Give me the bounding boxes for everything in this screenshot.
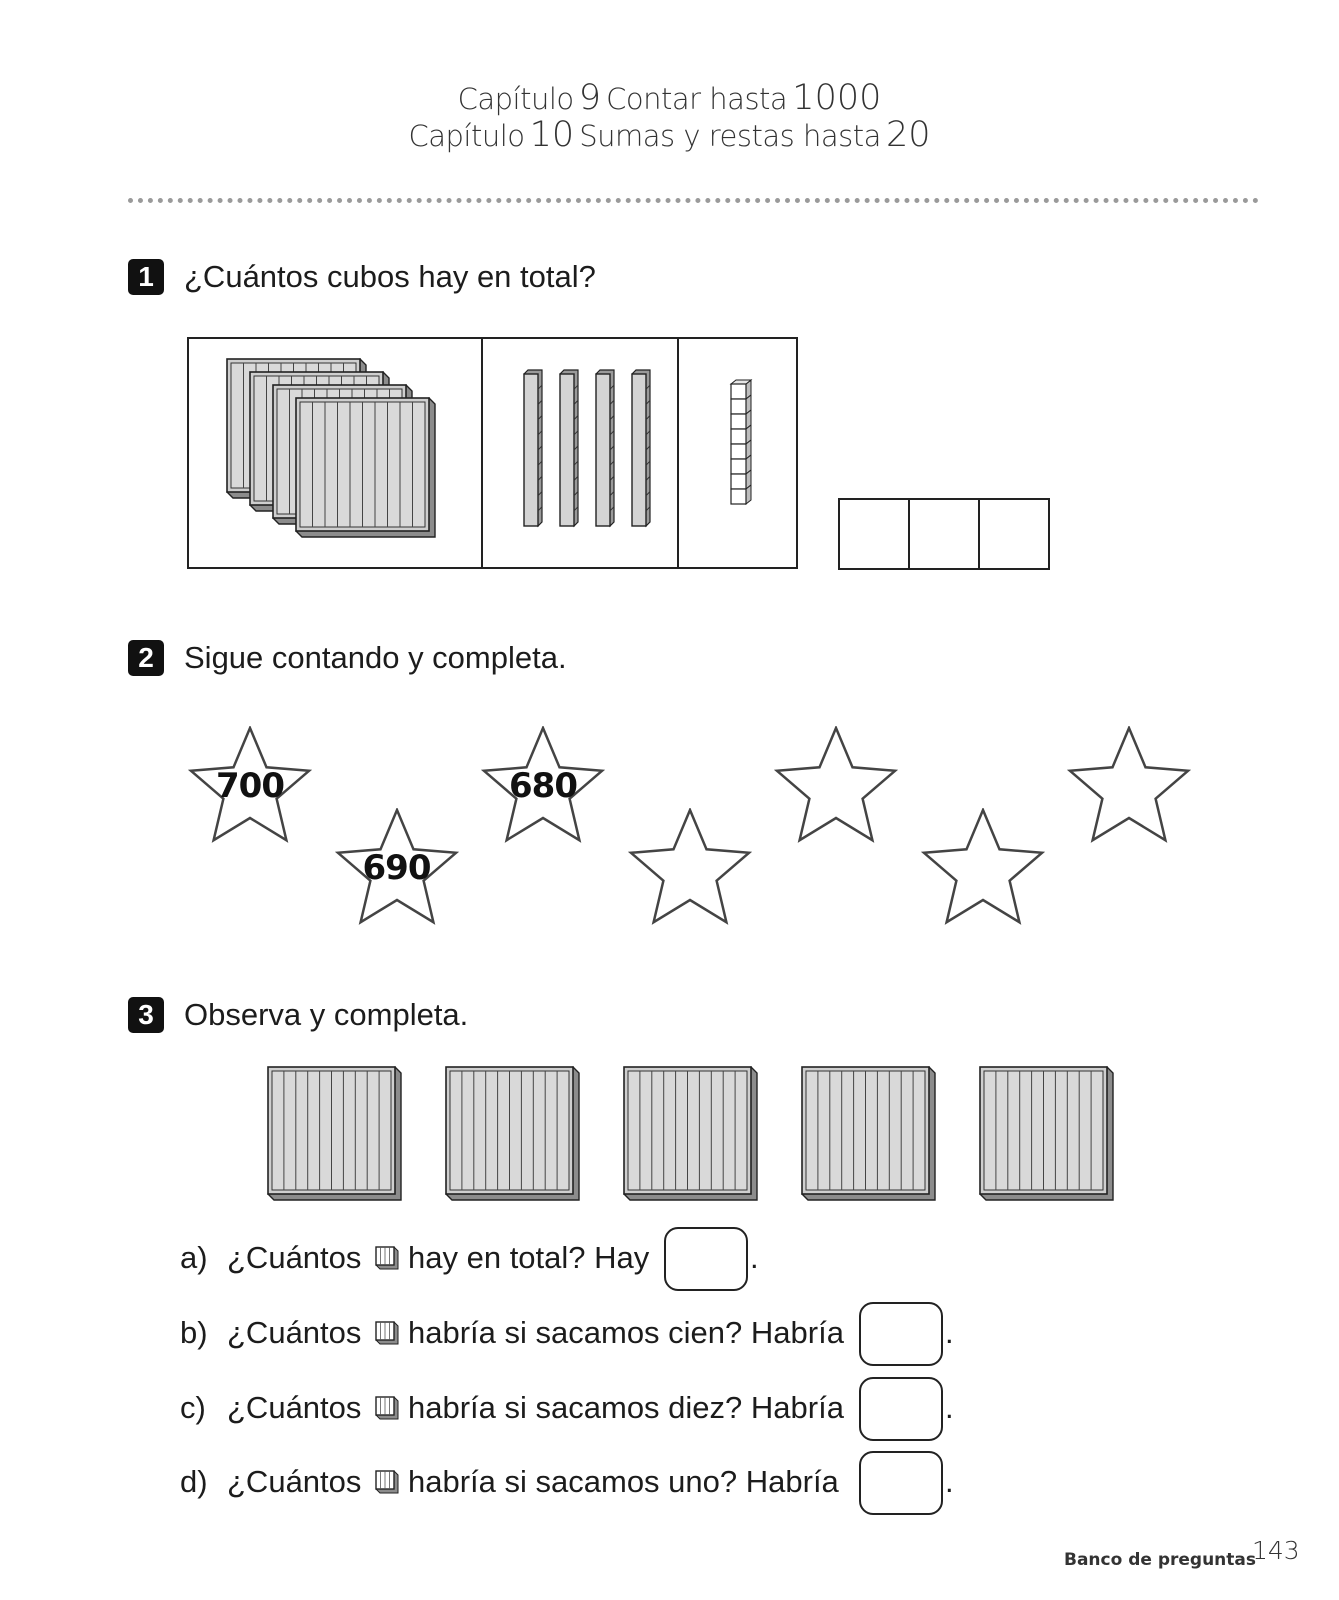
answer-box[interactable] [859,1451,943,1515]
answer-box[interactable] [664,1227,748,1291]
question-row [180,1302,980,1368]
question-period: . [945,1390,954,1425]
answer-digit-cell[interactable] [910,500,980,568]
star-value: 690 [362,848,431,888]
question-row [180,1451,980,1517]
base-ten-ten-rod-icon [596,370,614,526]
base-ten-hundred-flat-icon [980,1067,1113,1200]
question-label: a) [180,1240,208,1275]
base-ten-ten-rod-icon [632,370,650,526]
star-value: 700 [216,766,284,806]
base-ten-hundred-flat-icon [446,1067,579,1200]
answer-box[interactable] [859,1302,943,1366]
answer-digit-cell[interactable] [980,500,1048,568]
hundred-flat [623,1066,759,1202]
exercise-2-number: 2 [128,640,164,676]
base-ten-hundred-flat-icon [624,1067,757,1200]
base-ten-hundred-flat-icon [296,398,435,537]
hundred-flat [267,1066,403,1202]
hundred-flat [979,1066,1115,1202]
footer-section-label: Banco de preguntas [1064,1550,1256,1570]
hundred-flat [445,1066,581,1202]
star-sequence-item[interactable] [1067,726,1191,846]
chapter-10-title: Capítulo 10 Sumas y restas hasta 20 [408,115,931,155]
star-sequence-item[interactable] [628,808,752,928]
answer-digit-cell[interactable] [840,500,910,568]
exercise-1-prompt: ¿Cuántos cubos hay en total? [184,259,596,294]
base-ten-unit-cube-icon [731,380,751,399]
exercise-3-prompt: Observa y completa. [184,997,469,1032]
star-outline-icon [921,808,1045,928]
star-sequence-item[interactable] [921,808,1045,928]
question-text-end: habría si sacamos cien? Habría [408,1315,844,1350]
question-row [180,1227,980,1293]
question-label: c) [180,1390,206,1425]
base-ten-hundred-flat-icon [268,1067,401,1200]
base-ten-hundred-flat-icon [802,1067,935,1200]
star-sequence-item [188,726,312,846]
chapter-9-title: Capítulo 9 Contar hasta 1000 [457,78,882,118]
dotted-divider [128,198,1259,203]
hundred-flat-icon [374,1395,400,1421]
hundred-flat-icon [374,1320,400,1346]
hundred-flat-icon [374,1245,400,1271]
star-sequence-item [335,808,459,928]
question-text-end: habría si sacamos uno? Habría [408,1464,839,1499]
page-header [0,80,1339,154]
question-text-start: ¿Cuántos [227,1315,362,1350]
star-value: 680 [509,766,577,806]
question-label: b) [180,1315,208,1350]
answer-box[interactable] [859,1377,943,1441]
base-ten-blocks-drawing [189,339,796,567]
star-sequence-item[interactable] [774,726,898,846]
star-outline-icon [774,726,898,846]
star-outline-icon [628,808,752,928]
exercise-1-number: 1 [128,259,164,295]
exercise-2-prompt: Sigue contando y completa. [184,640,567,675]
question-period: . [945,1315,954,1350]
question-period: . [945,1464,954,1499]
hundred-flat-icon [374,1469,400,1495]
exercise-3-number: 3 [128,997,164,1033]
star-outline-icon [1067,726,1191,846]
question-text-start: ¿Cuántos [227,1240,362,1275]
question-text-start: ¿Cuántos [227,1464,362,1499]
answer-grid[interactable] [838,498,1050,570]
question-label: d) [180,1464,208,1499]
star-sequence-item [481,726,605,846]
base-ten-blocks-box [187,337,798,569]
base-ten-ten-rod-icon [524,370,542,526]
hundred-flat [801,1066,937,1202]
question-row [180,1377,980,1443]
question-text-end: hay en total? Hay [408,1240,650,1275]
page-number: 143 [1252,1536,1300,1565]
base-ten-ten-rod-icon [560,370,578,526]
question-text-end: habría si sacamos diez? Habría [408,1390,844,1425]
question-period: . [750,1240,759,1275]
question-text-start: ¿Cuántos [227,1390,362,1425]
